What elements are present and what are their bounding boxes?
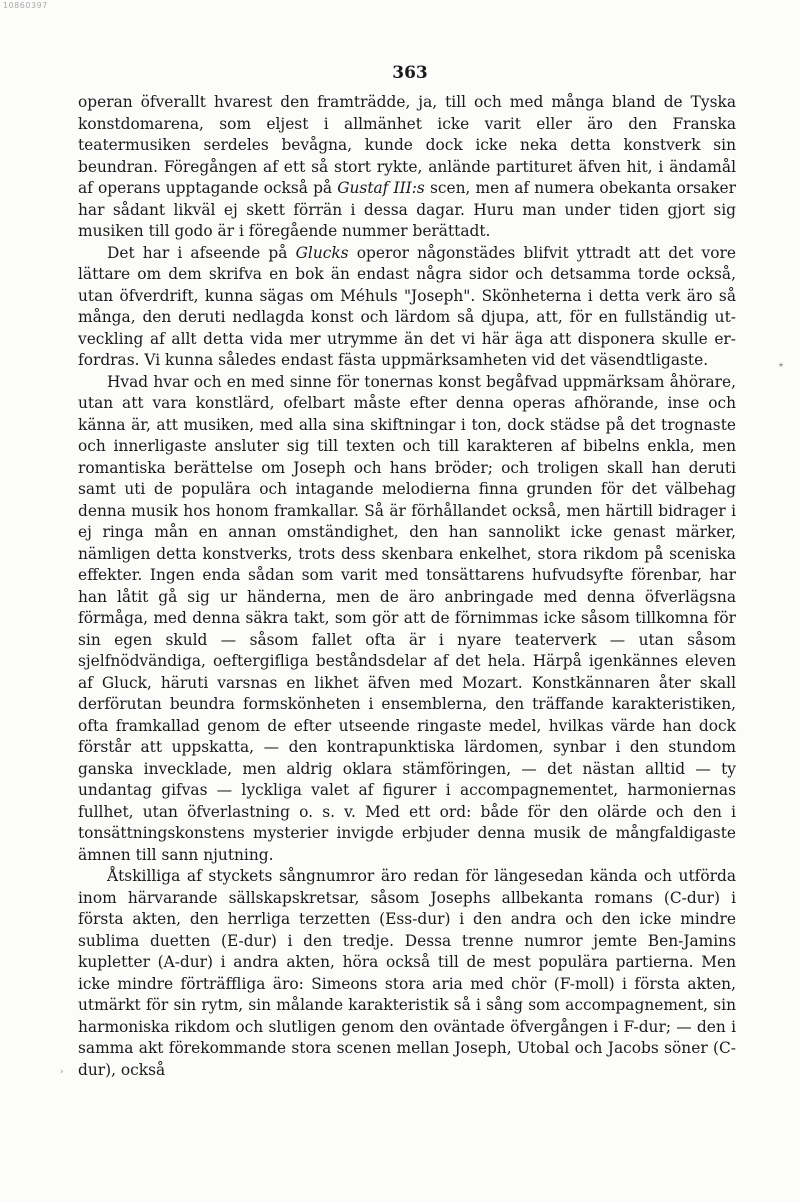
paragraph-1-text-a: operan öfverallt hvarest den framträdde, ja, till och med många bland de Tyska konstdomarena, som eljest i allmänhet icke varit eller äro den Franska teatermusiken serdeles bevågna, kunde dock icke neka detta konstverk sin beundran. Föregången af ett så stort rykte, anlände partituret äfven hit, i ändamål af operans upptagande också på: [78, 93, 736, 197]
margin-dot-mark: ›: [60, 1067, 64, 1077]
paragraph-3: [78, 372, 736, 867]
text-body: [78, 92, 736, 1081]
paragraph-2-text-a: Det har i afseende på: [107, 243, 296, 262]
paragraph-1: [78, 92, 736, 243]
paragraph-3-text: Hvad hvar och en med sinne för tonernas konst begåfvad uppmärksam åhörare, utan att vara konstlärd, ofelbart måste efter denna operas afhörande, inse och känna är, att musiken, med alla sina skiftningar i ton, dock städse på det trognaste och innerligaste ansluter sig till texten och till karakteren af bibelns enkla, men romantiska berättelse om Joseph och hans bröder; och troligen skall han deruti samt uti de populära och intagande melodierna finna grunden för det välbehag denna musik hos honom framkallar. Så är förhållandet också, men härtill bidrager i ej ringa mån en annan omständighet, den han sannolikt icke genast märker, nämligen detta konstverks, trots dess skenbara enkelhet, stora rikdom på sceniska effekter. Ingen enda sådan som varit med tonsättarens hufvudsyfte förenbar, har han låtit gå sig ur händerna, men de äro anbringade med denna öfverlägsna förmåga, med denna säkra takt, som gör att de förnimmas icke såsom tillkomna för sin egen skuld — såsom fallet ofta är i nyare teaterverk — utan såsom sjelfnödvändiga, oeftergifliga beståndsdelar af det hela. Härpå igenkännes eleven af Gluck, häruti varsnas en likhet äfven med Mozart. Konstkännaren åter skall derförutan beundra formskönheten i ensemblerna, den träffande karakteristiken, ofta framkallad genom de efter utseende ringaste medel, hvilkas värde han dock förstår att uppskatta, — den kontrapunktiska lärdomen, synbar i den stundom ganska invecklade, men aldrig oklara stämföringen, — det nästan alltid — ty undantag gifvas — lyckliga valet af figurer i accompagnementet, harmoniernas fullhet, utan öfverlastning o. s. v. Med ett ord: både för den olärde och den i tonsättningskonstens mysterier invigde erbjuder denna musik de mångfaldigaste ämnen till sann njutning.: [78, 372, 736, 864]
paragraph-4-text: Åtskilliga af styckets sångnumror äro redan för längesedan kända och utförda inom härvarande sällskapskretsar, såsom Josephs allbekanta romans (C-dur) i första akten, den herrliga terzetten (Ess-dur) i den andra och den icke mindre sublima duetten (E-dur) i den tredje. Dessa trenne numror jemte Ben-Jamins kupletter (A-dur) i andra akten, höra också till de mest populära partierna. Men icke mindre förträffliga äro: Simeons stora aria med chör (F-moll) i första akten, utmärkt för sin rytm, sin målande karakteristik så i sång som accompagnement, sin harmoniska rikdom och slutligen genom den oväntade öfvergången i F-dur; — den i samma akt förekommande stora scenen mellan Joseph, Utobal och Jacobs söner (C-dur), också: [78, 867, 736, 1079]
paragraph-2-italic-name: Glucks: [295, 243, 349, 262]
paragraph-1-text-b: scen, men af numera obekanta orsaker har sådant likväl ej skett förrän i dessa dagar. Huru man under tiden gjort sig musiken till godo är i föregående nummer berättadt.: [78, 179, 736, 240]
paragraph-2-text-b: operor någonstädes blifvit yttradt att det vore lättare om dem skrifva en bok än endast några sidor och detsamma torde också, utan öfverdrift, kunna sägas om Méhuls "Joseph". Skönheterna i detta verk äro så många, den deruti nedlagda konst och lärdom så djupa, att, för en fullständig utveckling af allt detta vida mer utrymme än det vi här äga att disponera skulle erfordras. Vi kunna således endast fästa uppmärksamheten vid det väsendtligaste.: [78, 243, 736, 369]
paragraph-2: [78, 243, 736, 372]
paragraph-1-italic-title: Gustaf III:s: [337, 179, 425, 197]
margin-speck-mark: ٭: [778, 358, 784, 371]
archive-stamp: 10860397: [3, 1, 48, 10]
page-number: 363: [392, 63, 428, 83]
paragraph-4: [78, 866, 736, 1081]
